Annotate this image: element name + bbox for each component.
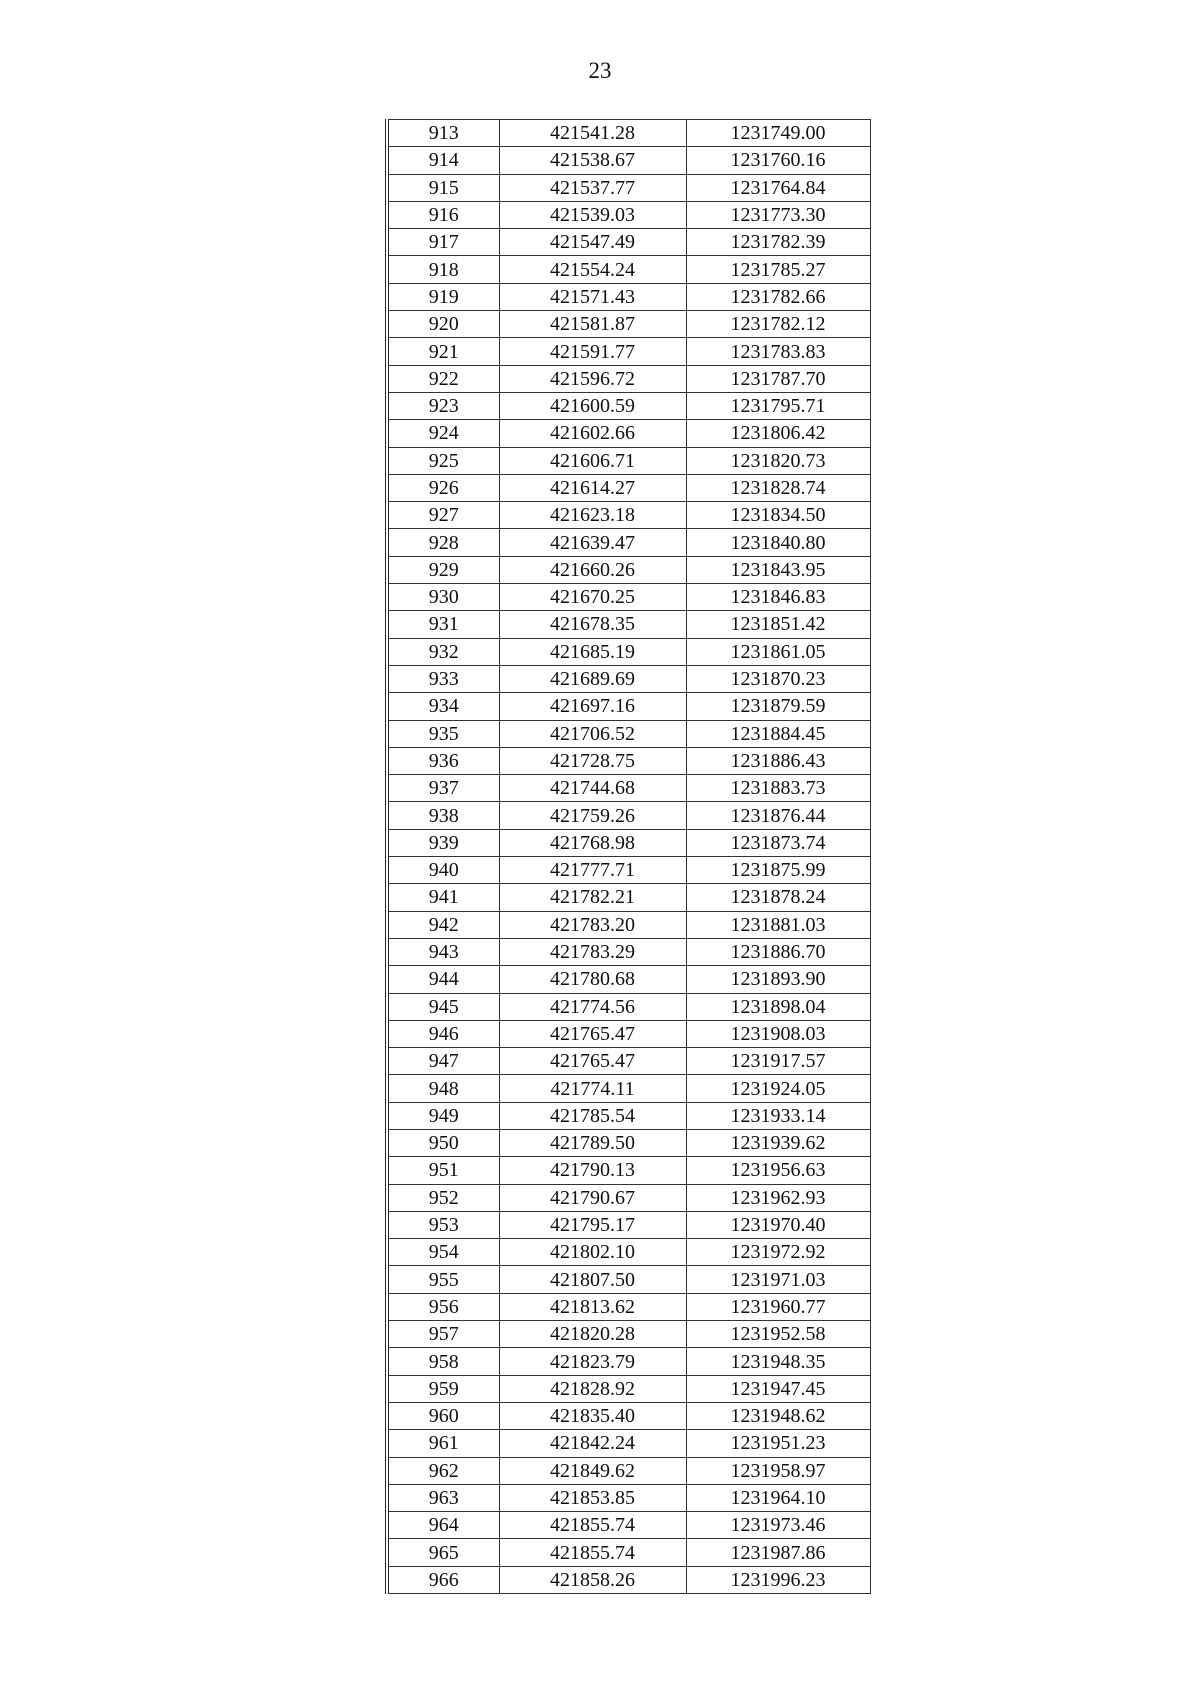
y-coordinate-cell: 1231782.12 xyxy=(686,311,870,338)
table-row xyxy=(387,1293,870,1320)
y-coordinate-cell: 1231870.23 xyxy=(686,665,870,692)
y-coordinate-cell: 1231886.70 xyxy=(686,938,870,965)
point-number-cell: 932 xyxy=(387,638,499,665)
x-coordinate-cell: 421783.20 xyxy=(499,911,686,938)
point-number-cell: 966 xyxy=(387,1566,499,1593)
y-coordinate-cell: 1231760.16 xyxy=(686,147,870,174)
y-coordinate-cell: 1231878.24 xyxy=(686,884,870,911)
x-coordinate-cell: 421855.74 xyxy=(499,1539,686,1566)
x-coordinate-cell: 421807.50 xyxy=(499,1266,686,1293)
x-coordinate-cell: 421614.27 xyxy=(499,474,686,501)
x-coordinate-cell: 421581.87 xyxy=(499,311,686,338)
y-coordinate-cell: 1231787.70 xyxy=(686,365,870,392)
point-number-cell: 925 xyxy=(387,447,499,474)
table-row xyxy=(387,802,870,829)
table-row xyxy=(387,311,870,338)
table-row xyxy=(387,1348,870,1375)
x-coordinate-cell: 421820.28 xyxy=(499,1321,686,1348)
table-row xyxy=(387,1129,870,1156)
x-coordinate-cell: 421768.98 xyxy=(499,829,686,856)
y-coordinate-cell: 1231851.42 xyxy=(686,611,870,638)
y-coordinate-cell: 1231971.03 xyxy=(686,1266,870,1293)
table-row xyxy=(387,1430,870,1457)
x-coordinate-cell: 421835.40 xyxy=(499,1402,686,1429)
x-coordinate-cell: 421623.18 xyxy=(499,502,686,529)
y-coordinate-cell: 1231875.99 xyxy=(686,857,870,884)
table-row xyxy=(387,693,870,720)
y-coordinate-cell: 1231960.77 xyxy=(686,1293,870,1320)
x-coordinate-cell: 421678.35 xyxy=(499,611,686,638)
x-coordinate-cell: 421782.21 xyxy=(499,884,686,911)
table-row xyxy=(387,966,870,993)
point-number-cell: 944 xyxy=(387,966,499,993)
point-number-cell: 919 xyxy=(387,283,499,310)
coordinates-table-body xyxy=(387,120,870,1594)
point-number-cell: 954 xyxy=(387,1239,499,1266)
x-coordinate-cell: 421790.13 xyxy=(499,1157,686,1184)
x-coordinate-cell: 421706.52 xyxy=(499,720,686,747)
y-coordinate-cell: 1231834.50 xyxy=(686,502,870,529)
point-number-cell: 953 xyxy=(387,1211,499,1238)
x-coordinate-cell: 421689.69 xyxy=(499,665,686,692)
table-row xyxy=(387,1239,870,1266)
point-number-cell: 921 xyxy=(387,338,499,365)
y-coordinate-cell: 1231948.62 xyxy=(686,1402,870,1429)
point-number-cell: 962 xyxy=(387,1457,499,1484)
point-number-cell: 959 xyxy=(387,1375,499,1402)
y-coordinate-cell: 1231958.97 xyxy=(686,1457,870,1484)
point-number-cell: 931 xyxy=(387,611,499,638)
table-row xyxy=(387,1075,870,1102)
table-row xyxy=(387,1402,870,1429)
table-row xyxy=(387,120,870,147)
y-coordinate-cell: 1231881.03 xyxy=(686,911,870,938)
table-row xyxy=(387,1020,870,1047)
point-number-cell: 920 xyxy=(387,311,499,338)
table-row xyxy=(387,747,870,774)
table-row xyxy=(387,1512,870,1539)
table-row xyxy=(387,229,870,256)
y-coordinate-cell: 1231782.66 xyxy=(686,283,870,310)
point-number-cell: 916 xyxy=(387,201,499,228)
point-number-cell: 955 xyxy=(387,1266,499,1293)
y-coordinate-cell: 1231876.44 xyxy=(686,802,870,829)
y-coordinate-cell: 1231773.30 xyxy=(686,201,870,228)
y-coordinate-cell: 1231820.73 xyxy=(686,447,870,474)
table-row xyxy=(387,147,870,174)
x-coordinate-cell: 421606.71 xyxy=(499,447,686,474)
point-number-cell: 941 xyxy=(387,884,499,911)
point-number-cell: 917 xyxy=(387,229,499,256)
table-row xyxy=(387,174,870,201)
table-row xyxy=(387,611,870,638)
x-coordinate-cell: 421853.85 xyxy=(499,1484,686,1511)
table-row xyxy=(387,1375,870,1402)
x-coordinate-cell: 421639.47 xyxy=(499,529,686,556)
y-coordinate-cell: 1231795.71 xyxy=(686,392,870,419)
x-coordinate-cell: 421765.47 xyxy=(499,1020,686,1047)
y-coordinate-cell: 1231783.83 xyxy=(686,338,870,365)
point-number-cell: 929 xyxy=(387,556,499,583)
point-number-cell: 933 xyxy=(387,665,499,692)
y-coordinate-cell: 1231987.86 xyxy=(686,1539,870,1566)
x-coordinate-cell: 421547.49 xyxy=(499,229,686,256)
y-coordinate-cell: 1231933.14 xyxy=(686,1102,870,1129)
table-row xyxy=(387,447,870,474)
x-coordinate-cell: 421697.16 xyxy=(499,693,686,720)
x-coordinate-cell: 421774.11 xyxy=(499,1075,686,1102)
point-number-cell: 942 xyxy=(387,911,499,938)
y-coordinate-cell: 1231964.10 xyxy=(686,1484,870,1511)
table-row xyxy=(387,993,870,1020)
y-coordinate-cell: 1231973.46 xyxy=(686,1512,870,1539)
y-coordinate-cell: 1231873.74 xyxy=(686,829,870,856)
y-coordinate-cell: 1231917.57 xyxy=(686,1048,870,1075)
x-coordinate-cell: 421774.56 xyxy=(499,993,686,1020)
y-coordinate-cell: 1231893.90 xyxy=(686,966,870,993)
table-row xyxy=(387,775,870,802)
x-coordinate-cell: 421855.74 xyxy=(499,1512,686,1539)
y-coordinate-cell: 1231749.00 xyxy=(686,120,870,147)
table-row xyxy=(387,1102,870,1129)
point-number-cell: 924 xyxy=(387,420,499,447)
y-coordinate-cell: 1231898.04 xyxy=(686,993,870,1020)
table-row xyxy=(387,1184,870,1211)
point-number-cell: 964 xyxy=(387,1512,499,1539)
x-coordinate-cell: 421813.62 xyxy=(499,1293,686,1320)
point-number-cell: 915 xyxy=(387,174,499,201)
point-number-cell: 913 xyxy=(387,120,499,147)
y-coordinate-cell: 1231764.84 xyxy=(686,174,870,201)
x-coordinate-cell: 421600.59 xyxy=(499,392,686,419)
table-row xyxy=(387,1566,870,1593)
table-row xyxy=(387,1321,870,1348)
point-number-cell: 937 xyxy=(387,775,499,802)
table-row xyxy=(387,638,870,665)
x-coordinate-cell: 421849.62 xyxy=(499,1457,686,1484)
table-row xyxy=(387,420,870,447)
x-coordinate-cell: 421802.10 xyxy=(499,1239,686,1266)
y-coordinate-cell: 1231843.95 xyxy=(686,556,870,583)
point-number-cell: 930 xyxy=(387,584,499,611)
x-coordinate-cell: 421789.50 xyxy=(499,1129,686,1156)
table-row xyxy=(387,1539,870,1566)
point-number-cell: 945 xyxy=(387,993,499,1020)
table-row xyxy=(387,1211,870,1238)
point-number-cell: 950 xyxy=(387,1129,499,1156)
x-coordinate-cell: 421842.24 xyxy=(499,1430,686,1457)
x-coordinate-cell: 421602.66 xyxy=(499,420,686,447)
y-coordinate-cell: 1231996.23 xyxy=(686,1566,870,1593)
point-number-cell: 946 xyxy=(387,1020,499,1047)
y-coordinate-cell: 1231806.42 xyxy=(686,420,870,447)
point-number-cell: 934 xyxy=(387,693,499,720)
x-coordinate-cell: 421744.68 xyxy=(499,775,686,802)
point-number-cell: 914 xyxy=(387,147,499,174)
y-coordinate-cell: 1231883.73 xyxy=(686,775,870,802)
table-row xyxy=(387,392,870,419)
table-row xyxy=(387,1266,870,1293)
point-number-cell: 943 xyxy=(387,938,499,965)
table-row xyxy=(387,1457,870,1484)
x-coordinate-cell: 421539.03 xyxy=(499,201,686,228)
y-coordinate-cell: 1231970.40 xyxy=(686,1211,870,1238)
point-number-cell: 936 xyxy=(387,747,499,774)
x-coordinate-cell: 421538.67 xyxy=(499,147,686,174)
table-row xyxy=(387,529,870,556)
table-row xyxy=(387,256,870,283)
point-number-cell: 928 xyxy=(387,529,499,556)
point-number-cell: 952 xyxy=(387,1184,499,1211)
y-coordinate-cell: 1231828.74 xyxy=(686,474,870,501)
table-row xyxy=(387,365,870,392)
point-number-cell: 949 xyxy=(387,1102,499,1129)
x-coordinate-cell: 421823.79 xyxy=(499,1348,686,1375)
y-coordinate-cell: 1231972.92 xyxy=(686,1239,870,1266)
table-row xyxy=(387,338,870,365)
x-coordinate-cell: 421685.19 xyxy=(499,638,686,665)
x-coordinate-cell: 421596.72 xyxy=(499,365,686,392)
y-coordinate-cell: 1231840.80 xyxy=(686,529,870,556)
x-coordinate-cell: 421777.71 xyxy=(499,857,686,884)
point-number-cell: 948 xyxy=(387,1075,499,1102)
x-coordinate-cell: 421765.47 xyxy=(499,1048,686,1075)
point-number-cell: 939 xyxy=(387,829,499,856)
y-coordinate-cell: 1231924.05 xyxy=(686,1075,870,1102)
table-row xyxy=(387,938,870,965)
coordinates-table xyxy=(385,119,871,1594)
table-row xyxy=(387,665,870,692)
point-number-cell: 965 xyxy=(387,1539,499,1566)
point-number-cell: 918 xyxy=(387,256,499,283)
y-coordinate-cell: 1231782.39 xyxy=(686,229,870,256)
table-row xyxy=(387,201,870,228)
table-row xyxy=(387,720,870,747)
y-coordinate-cell: 1231948.35 xyxy=(686,1348,870,1375)
point-number-cell: 927 xyxy=(387,502,499,529)
y-coordinate-cell: 1231879.59 xyxy=(686,693,870,720)
x-coordinate-cell: 421790.67 xyxy=(499,1184,686,1211)
point-number-cell: 958 xyxy=(387,1348,499,1375)
point-number-cell: 951 xyxy=(387,1157,499,1184)
point-number-cell: 961 xyxy=(387,1430,499,1457)
table-row xyxy=(387,474,870,501)
y-coordinate-cell: 1231947.45 xyxy=(686,1375,870,1402)
y-coordinate-cell: 1231939.62 xyxy=(686,1129,870,1156)
x-coordinate-cell: 421795.17 xyxy=(499,1211,686,1238)
table-row xyxy=(387,884,870,911)
y-coordinate-cell: 1231956.63 xyxy=(686,1157,870,1184)
table-row xyxy=(387,283,870,310)
y-coordinate-cell: 1231951.23 xyxy=(686,1430,870,1457)
point-number-cell: 935 xyxy=(387,720,499,747)
table-row xyxy=(387,911,870,938)
point-number-cell: 956 xyxy=(387,1293,499,1320)
x-coordinate-cell: 421541.28 xyxy=(499,120,686,147)
point-number-cell: 923 xyxy=(387,392,499,419)
y-coordinate-cell: 1231952.58 xyxy=(686,1321,870,1348)
x-coordinate-cell: 421785.54 xyxy=(499,1102,686,1129)
y-coordinate-cell: 1231785.27 xyxy=(686,256,870,283)
x-coordinate-cell: 421759.26 xyxy=(499,802,686,829)
y-coordinate-cell: 1231886.43 xyxy=(686,747,870,774)
x-coordinate-cell: 421554.24 xyxy=(499,256,686,283)
y-coordinate-cell: 1231861.05 xyxy=(686,638,870,665)
y-coordinate-cell: 1231908.03 xyxy=(686,1020,870,1047)
table-row xyxy=(387,584,870,611)
point-number-cell: 947 xyxy=(387,1048,499,1075)
table-row xyxy=(387,829,870,856)
point-number-cell: 938 xyxy=(387,802,499,829)
point-number-cell: 963 xyxy=(387,1484,499,1511)
x-coordinate-cell: 421828.92 xyxy=(499,1375,686,1402)
x-coordinate-cell: 421780.68 xyxy=(499,966,686,993)
x-coordinate-cell: 421783.29 xyxy=(499,938,686,965)
x-coordinate-cell: 421670.25 xyxy=(499,584,686,611)
y-coordinate-cell: 1231846.83 xyxy=(686,584,870,611)
table-row xyxy=(387,1157,870,1184)
y-coordinate-cell: 1231962.93 xyxy=(686,1184,870,1211)
x-coordinate-cell: 421571.43 xyxy=(499,283,686,310)
x-coordinate-cell: 421858.26 xyxy=(499,1566,686,1593)
table-row xyxy=(387,556,870,583)
point-number-cell: 922 xyxy=(387,365,499,392)
point-number-cell: 957 xyxy=(387,1321,499,1348)
page-number: 23 xyxy=(588,58,612,83)
point-number-cell: 940 xyxy=(387,857,499,884)
point-number-cell: 926 xyxy=(387,474,499,501)
table-row xyxy=(387,502,870,529)
x-coordinate-cell: 421537.77 xyxy=(499,174,686,201)
y-coordinate-cell: 1231884.45 xyxy=(686,720,870,747)
table-row xyxy=(387,1484,870,1511)
table-row xyxy=(387,857,870,884)
x-coordinate-cell: 421660.26 xyxy=(499,556,686,583)
table-row xyxy=(387,1048,870,1075)
x-coordinate-cell: 421728.75 xyxy=(499,747,686,774)
point-number-cell: 960 xyxy=(387,1402,499,1429)
x-coordinate-cell: 421591.77 xyxy=(499,338,686,365)
